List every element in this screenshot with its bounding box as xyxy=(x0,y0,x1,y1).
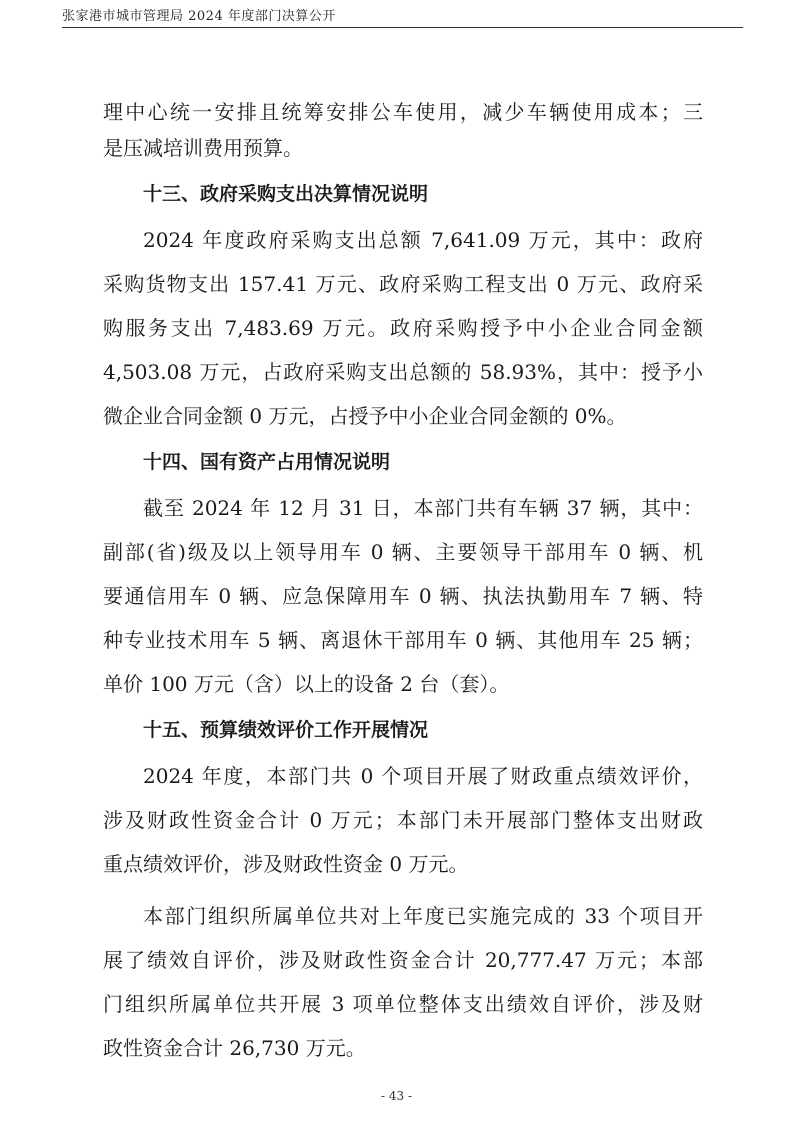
body-line: 政性资金合计 26,730 万元。 xyxy=(103,1036,366,1060)
body-line: 重点绩效评价，涉及财政性资金 0 万元。 xyxy=(103,852,469,876)
body-line: 采购货物支出 157.41 万元、政府采购工程支出 0 万元、政府采 xyxy=(103,272,703,296)
body-line: 要通信用车 0 辆、应急保障用车 0 辆、执法执勤用车 7 辆、特 xyxy=(103,584,703,608)
body-line: 购服务支出 7,483.69 万元。政府采购授予中小企业合同金额 xyxy=(103,316,703,340)
header-divider xyxy=(62,27,743,28)
body-line: 本部门组织所属单位共对上年度已实施完成的 33 个项目开 xyxy=(143,904,703,928)
body-line: 单价 100 万元（含）以上的设备 2 台（套）。 xyxy=(103,672,510,696)
document-body xyxy=(103,94,703,1066)
body-line: 4,503.08 万元，占政府采购支出总额的 58.93%，其中：授予小 xyxy=(103,360,703,384)
body-line: 理中心统一安排且统筹安排公车使用，减少车辆使用成本；三 xyxy=(103,100,703,124)
body-line: 展了绩效自评价，涉及财政性资金合计 20,777.47 万元；本部 xyxy=(103,948,703,972)
section-heading-15: 十五、预算绩效评价工作开展情况 xyxy=(143,719,429,741)
body-line: 2024 年度，本部门共 0 个项目开展了财政重点绩效评价， xyxy=(143,764,703,788)
body-line: 副部(省)级及以上领导用车 0 辆、主要领导干部用车 0 辆、机 xyxy=(103,540,703,564)
page-number: - 43 - xyxy=(380,1089,412,1103)
section-heading-13: 十三、政府采购支出决算情况说明 xyxy=(143,183,429,205)
body-line: 涉及财政性资金合计 0 万元；本部门未开展部门整体支出财政 xyxy=(103,808,703,832)
body-line: 2024 年度政府采购支出总额 7,641.09 万元，其中：政府 xyxy=(143,228,703,252)
body-line: 是压减培训费用预算。 xyxy=(103,136,303,160)
body-line: 截至 2024 年 12 月 31 日，本部门共有车辆 37 辆，其中： xyxy=(143,496,703,520)
body-line: 微企业合同金额 0 万元，占授予中小企业合同金额的 0%。 xyxy=(103,404,627,428)
body-line: 门组织所属单位共开展 3 项单位整体支出绩效自评价，涉及财 xyxy=(103,992,703,1016)
body-line: 种专业技术用车 5 辆、离退休干部用车 0 辆、其他用车 25 辆； xyxy=(103,628,703,652)
document-header: 张家港市城市管理局 2024 年度部门决算公开 xyxy=(62,9,336,24)
section-heading-14: 十四、国有资产占用情况说明 xyxy=(143,451,391,473)
